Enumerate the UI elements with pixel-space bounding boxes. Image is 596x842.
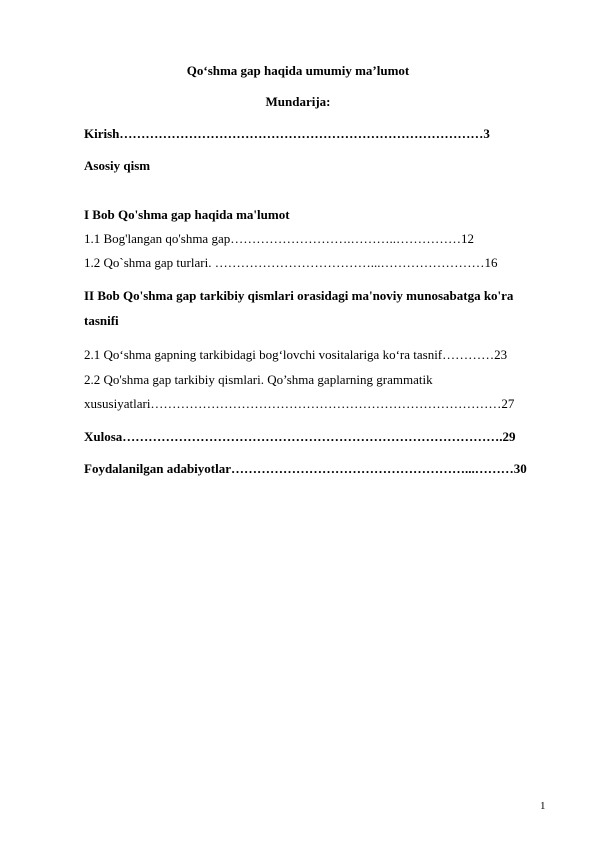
toc-entry-asosiy-qism: Asosiy qism (84, 158, 151, 173)
toc-entry-2-2-line1: 2.2 Qo'shma gap tarkibiy qismlari. Qo’shma gaplarning grammatik (84, 372, 433, 387)
toc-chapter-1-title: I Bob Qo'shma gap haqida ma'lumot (84, 207, 290, 222)
page-number: 1 (540, 800, 546, 812)
toc-entry-1-2: 1.2 Qo`shma gap turlari. ………………………………...……………………16 (84, 255, 498, 270)
document-title: Qo‘shma gap haqida umumiy ma’lumot (186, 63, 410, 78)
toc-chapter-2-title-line1: II Bob Qo'shma gap tarkibiy qismlari orasidagi ma'noviy munosabatga ko'ra (84, 288, 514, 303)
toc-entry-xulosa: Xulosa…………………………………………………………………………….29 (84, 429, 516, 444)
toc-entry-kirish: Kirish…………………………………………………………………………3 (84, 126, 490, 141)
toc-entry-foydalanilgan-adabiyotlar: Foydalanilgan adabiyotlar………………………………………………...………30 (84, 461, 527, 476)
contents-heading: Mundarija: (265, 94, 331, 109)
toc-entry-2-2-line2: xususiyatlari………………………………………………………………………27 (84, 396, 515, 411)
toc-entry-2-1: 2.1 Qo‘shma gapning tarkibidagi bog‘lovchi vositalariga ko‘ra tasnif…………23 (84, 347, 508, 362)
toc-entry-1-1: 1.1 Bog'langan qo'shma gap……………………….………..……………12 (84, 231, 474, 246)
toc-chapter-2-title-line2: tasnifi (84, 313, 119, 328)
